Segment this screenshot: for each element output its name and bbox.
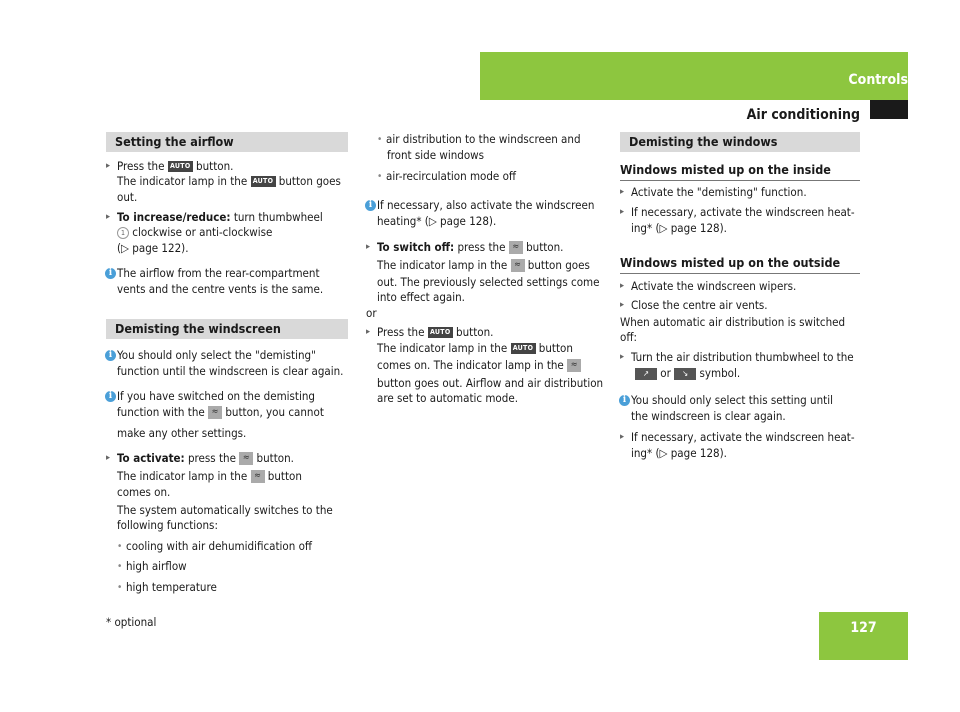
text-line: 1 clockwise or anti-clockwise: [117, 225, 272, 240]
text-line: button goes out. Airflow and air distribution: [377, 376, 604, 390]
text-line: The indicator lamp in the AUTO button: [377, 341, 573, 355]
page-reference: ing* (▷ page 128).: [631, 221, 727, 235]
heading-demisting-windscreen: Demisting the windscreen: [106, 319, 348, 339]
text-line: vents and the centre vents is the same.: [117, 282, 324, 296]
arrow-icon: ▸: [106, 453, 111, 463]
demist-icon: ≈: [251, 470, 265, 483]
info-icon: i: [105, 268, 116, 279]
bullet-icon: •: [117, 561, 123, 572]
text-line: The indicator lamp in the ≈ button goes: [377, 258, 590, 272]
list-item: • high temperature: [117, 580, 217, 594]
info-note: i You should only select this setting until: [620, 393, 833, 408]
text-line: make any other settings.: [117, 426, 247, 440]
step-press-auto: ▸ Press the AUTO button.: [106, 159, 234, 173]
info-icon: i: [105, 350, 116, 361]
page-reference: (▷ page 122).: [117, 241, 189, 255]
text-line: The indicator lamp in the AUTO button goes: [117, 174, 341, 188]
arrow-icon: ▸: [620, 352, 625, 362]
text-line: out. The previously selected settings come: [377, 275, 600, 289]
footnote: * optional: [106, 615, 157, 629]
text-line: comes on. The indicator lamp in the ≈: [377, 358, 581, 373]
info-note: i If you have switched on the demisting: [106, 389, 315, 404]
text-line: into effect again.: [377, 290, 465, 304]
arrow-icon: ▸: [620, 281, 625, 291]
info-note: i The airflow from the rear-compartment: [106, 266, 320, 281]
step-switch-off: ▸ To switch off: press the ≈ button.: [366, 240, 564, 254]
auto-icon: AUTO: [168, 161, 193, 172]
header-section-band: [480, 52, 908, 100]
demist-icon: ≈: [208, 406, 222, 419]
page-number: 127: [850, 620, 877, 636]
text-line: out.: [117, 190, 138, 204]
step-windscreen-heating: ▸ If necessary, activate the windscreen heat-: [620, 205, 855, 219]
bullet-icon: •: [377, 171, 383, 182]
list-item: • air-recirculation mode off: [377, 169, 517, 183]
step-activate: ▸ To activate: press the ≈ button.: [106, 451, 294, 465]
text-line: When automatic air distribution is switched: [620, 315, 846, 329]
text-line: ↗ or ↘ symbol.: [631, 366, 740, 381]
subheading-misted-inside: Windows misted up on the inside: [620, 162, 860, 181]
step-activate-demisting: ▸ Activate the "demisting" function.: [620, 185, 807, 199]
text-line: are set to automatic mode.: [377, 391, 518, 405]
info-icon: i: [105, 391, 116, 402]
text-line: function until the windscreen is clear again.: [117, 364, 344, 378]
list-item: • cooling with air dehumidification off: [117, 539, 313, 553]
arrow-icon: ▸: [366, 242, 371, 252]
bullet-icon: •: [117, 541, 123, 552]
info-note: i If necessary, also activate the windscreen: [366, 198, 594, 213]
auto-icon: AUTO: [511, 343, 536, 354]
info-icon: i: [365, 200, 376, 211]
text-line: off:: [620, 330, 637, 344]
page-title: Air conditioning: [746, 107, 860, 123]
column-right: [620, 132, 860, 460]
step-windscreen-heating: ▸ If necessary, activate the windscreen heat-: [620, 430, 855, 444]
arrow-icon: ▸: [620, 207, 625, 217]
step-thumbwheel: ▸ Turn the air distribution thumbwheel to the: [620, 350, 854, 364]
column-left: [106, 132, 348, 594]
step-press-auto: ▸ Press the AUTO button.: [366, 325, 494, 339]
info-note: i You should only select the "demisting": [106, 348, 316, 363]
text-line: The indicator lamp in the ≈ button: [117, 469, 302, 483]
text-line: The system automatically switches to the: [117, 503, 333, 517]
subheading-misted-outside: Windows misted up on the outside: [620, 255, 860, 274]
thumbwheel-number-icon: 1: [117, 227, 129, 239]
step-close-vents: ▸ Close the centre air vents.: [620, 298, 768, 312]
info-icon: i: [619, 395, 630, 406]
air-windscreen-icon: ↗: [635, 368, 657, 380]
arrow-icon: ▸: [106, 161, 111, 171]
arrow-icon: ▸: [620, 300, 625, 310]
arrow-icon: ▸: [620, 432, 625, 442]
step-increase-reduce: ▸ To increase/reduce: turn thumbwheel: [106, 210, 323, 224]
arrow-icon: ▸: [366, 327, 371, 337]
arrow-icon: ▸: [620, 187, 625, 197]
header-tab-marker: [870, 100, 908, 119]
text-line: heating* (▷ page 128).: [377, 214, 497, 228]
demist-icon: ≈: [511, 259, 525, 272]
text-line: or: [366, 306, 377, 320]
auto-icon: AUTO: [251, 176, 276, 187]
bullet-icon: •: [377, 134, 383, 145]
heading-demisting-windows: Demisting the windows: [620, 132, 860, 152]
text-line: comes on.: [117, 485, 171, 499]
list-item: • high airflow: [117, 559, 187, 573]
demist-icon: ≈: [239, 452, 253, 465]
arrow-icon: ▸: [106, 212, 111, 222]
bullet-icon: •: [117, 582, 123, 593]
text-line: function with the ≈ button, you cannot: [117, 405, 324, 419]
auto-icon: AUTO: [428, 327, 453, 338]
list-item: • air distribution to the windscreen and: [377, 132, 581, 146]
text-line: following functions:: [117, 518, 218, 532]
demist-icon: ≈: [509, 241, 523, 254]
text-line: the windscreen is clear again.: [631, 409, 786, 423]
page-reference: ing* (▷ page 128).: [631, 446, 727, 460]
header-section: Controls: [848, 72, 908, 88]
text-line: front side windows: [387, 148, 484, 162]
air-footwell-icon: ↘: [674, 368, 696, 380]
demist-icon: ≈: [567, 359, 581, 372]
step-wipers: ▸ Activate the windscreen wipers.: [620, 279, 797, 293]
heading-setting-airflow: Setting the airflow: [106, 132, 348, 152]
